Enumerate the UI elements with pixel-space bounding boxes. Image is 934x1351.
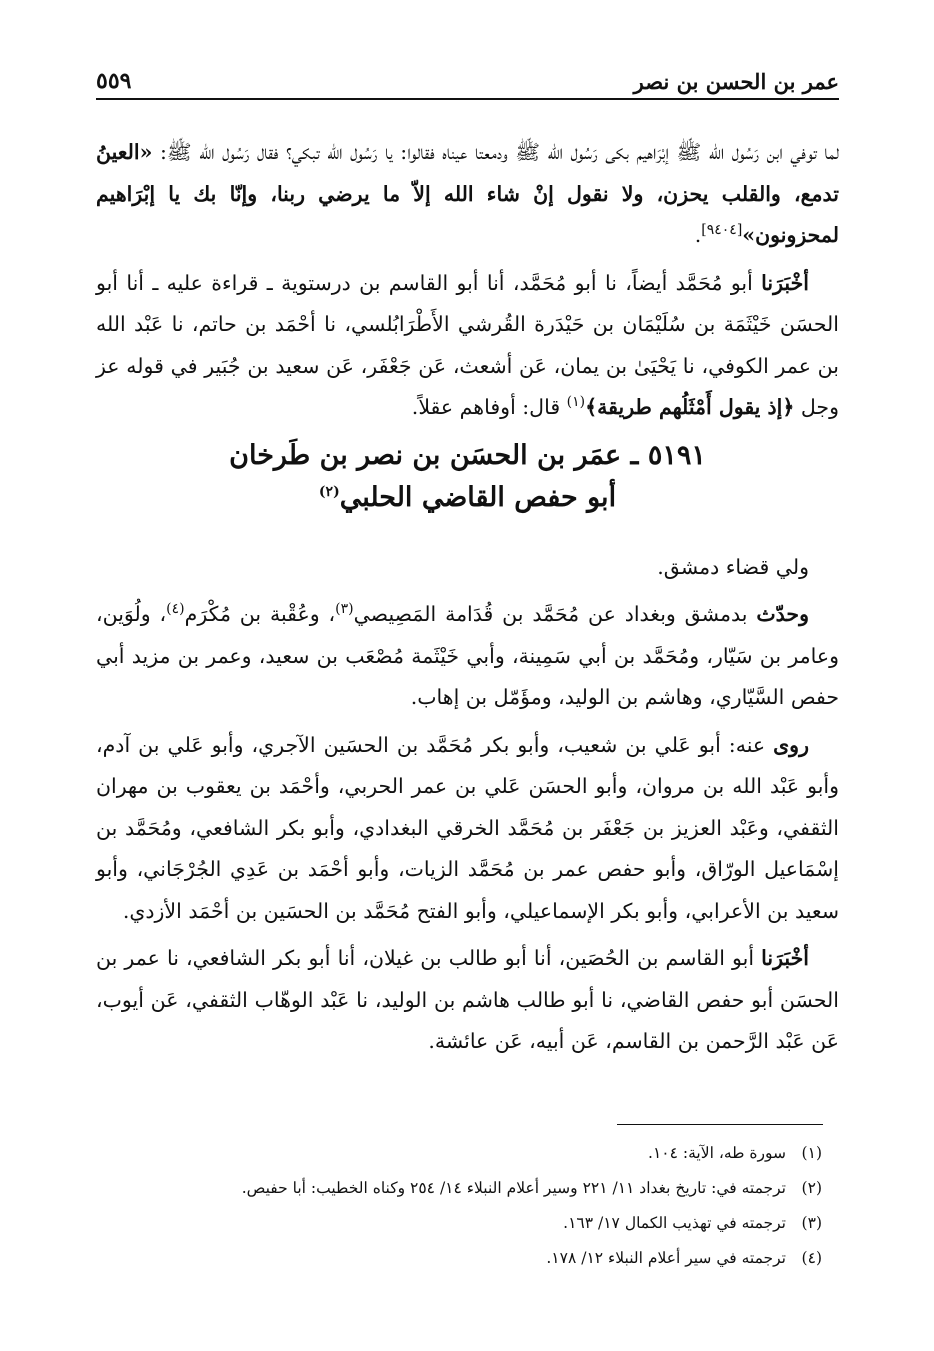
text-run: . — [694, 223, 702, 247]
paragraph — [96, 132, 839, 257]
main-text — [96, 132, 839, 1069]
text-run: ، ولُوَين، وعامر بن سَيّار، ومُحَمَّد بن أبي سَمِينة، وأبي خَيْثَمة مُصْعَب بن سعيد، وعمر بن مزيد أبي حفص السَّيّاري، وهاشم بن الوليد، ومؤَمّل بن إهاب. — [96, 602, 839, 709]
text-run: لما توفي ابن رَسُول الله ﷺ إبْرَاهيم بكى رَسُول الله ﷺ ودمعتا عيناه فقالوا: يا رَسُول الله تبكي؟ فقال رَسُول الله ﷺ: — [152, 140, 839, 164]
footnote-mark: (٢) — [801, 1179, 822, 1197]
isnad-lead-word: أخْبَرَنا — [761, 270, 809, 295]
text-run: أبو مُحَمَّد أيضاً، نا أبو مُحَمَّد، أنا أبو القاسم بن درستوية ـ قراءة عليه ـ أنا أبو الحسَن خَيْثَمَة بن سُلَيْمَان بن حَيْدَرة القُرشي الأَطْرَابُلسي، نا أحْمَد بن حاتم، نا عَبْد الله بن عمر الكوفي، نا يَحْيَىٰ بن يمان، عَن أشعث، عَن جَعْفَر، عَن سعيد بن جُبَير في قوله عز وجل — [96, 270, 839, 419]
entry-kunya-line — [96, 477, 839, 519]
footnote-mark: (٤) — [801, 1249, 822, 1267]
entry-number-title: ٥١٩١ ـ عمَر بن الحسَن بن نصر بن طَرخان — [229, 439, 706, 471]
hadith-quote: «العينُ تدمع، والقلب يحزن، ولا نقول إنْ شاء الله إلاّ ما يرضي ربنا، وإنّا بك يا إبْرَاهيم لمحزونون» — [96, 140, 839, 247]
quran-quote: ﴿إذ يقول أَمْثَلُهم طريقة﴾ — [585, 395, 795, 419]
footnote — [96, 1206, 822, 1241]
entry-kunya: أبو حفص القاضي الحلبي — [339, 481, 617, 513]
footnote-ref: (١) — [566, 394, 586, 411]
footnote-ref: (٢) — [318, 483, 340, 500]
entry-heading — [96, 435, 839, 519]
paragraph — [96, 263, 839, 429]
footnote-ref: (٣) — [335, 601, 354, 618]
text-run: بدمشق وبغداد عن مُحَمَّد بن قُدَامة المَصِيصي — [353, 602, 757, 626]
hadith-number: [٩٤٠٤] — [701, 222, 743, 239]
running-title: عمر بن الحسن بن نصر — [633, 69, 839, 94]
text-run: أبو القاسم بن الحُصَين، أنا أبو طالب بن غيلان، أنا أبو بكر الشافعي، نا عمر بن الحسَن أبو حفص القاضي، نا أبو طالب هاشم بن الوليد، نا عَبْد الوهّاب الثقفي، عَن أيوب، عَن عَبْد الرَّحمن بن القاسم، عَن أبيه، عَن عائشة. — [96, 946, 839, 1053]
paragraph — [96, 725, 839, 933]
footnote — [96, 1136, 822, 1171]
footnote-text: ترجمته في تهذيب الكمال ١٧/ ١٦٣. — [563, 1214, 786, 1232]
footnote-ref: (٤) — [166, 601, 185, 618]
text-run: قال: أوفاهم عقلاً. — [411, 395, 567, 419]
footnote-mark: (٣) — [801, 1214, 822, 1232]
page-number: ٥٥٩ — [96, 68, 132, 94]
text-run: ، وعُقْبة بن مُكْرَم — [184, 602, 336, 626]
paragraph — [96, 594, 839, 719]
running-header — [96, 58, 839, 100]
text-run: ولي قضاء دمشق. — [657, 554, 809, 579]
footnote-mark: (١) — [801, 1144, 822, 1162]
paragraph — [96, 938, 839, 1063]
isnad-lead-word: أخْبَرَنا — [761, 946, 809, 970]
paragraph — [96, 547, 839, 589]
footnote-text: ترجمته في سير أعلام النبلاء ١٢/ ١٧٨. — [546, 1249, 786, 1267]
footnote — [96, 1171, 822, 1206]
footnote-separator — [617, 1124, 823, 1125]
footnote-text: سورة طه، الآية: ١٠٤. — [648, 1144, 786, 1162]
footnotes — [96, 1136, 822, 1276]
text-run: عنه: أبو عَلي بن شعيب، وأبو بكر مُحَمَّد بن الحسَين الآجري، وأبو عَلي بن آدم، وأبو عَبْد الله بن مروان، وأبو الحسَن عَلي بن عمر الحربي، وأحْمَد بن يعقوب بن مهران الثقفي، وعَبْد العزيز بن جَعْفَر بن مُحَمَّد الخرقي البغدادي، وأبو بكر الشافعي، ومُحَمَّد بن إسْمَاعيل الورّاق، وأبو حفص عمر بن مُحَمَّد الزيات، وأبو أحْمَد بن عَدِي الجُرْجَاني، وأبو سعيد بن الأعرابي، وأبو بكر الإسماعيلي، وأبو الفتح مُحَمَّد بن الحسَين بن أحْمَد الأزدي. — [96, 732, 839, 923]
footnote — [96, 1241, 822, 1276]
lead-word: وحدّث — [756, 602, 809, 626]
footnote-text: ترجمته في: تاريخ بغداد ١١/ ٢٢١ وسير أعلام النبلاء ١٤/ ٢٥٤ وكناه الخطيب: أبا حفيص. — [241, 1179, 786, 1197]
lead-word: روى — [773, 732, 809, 757]
